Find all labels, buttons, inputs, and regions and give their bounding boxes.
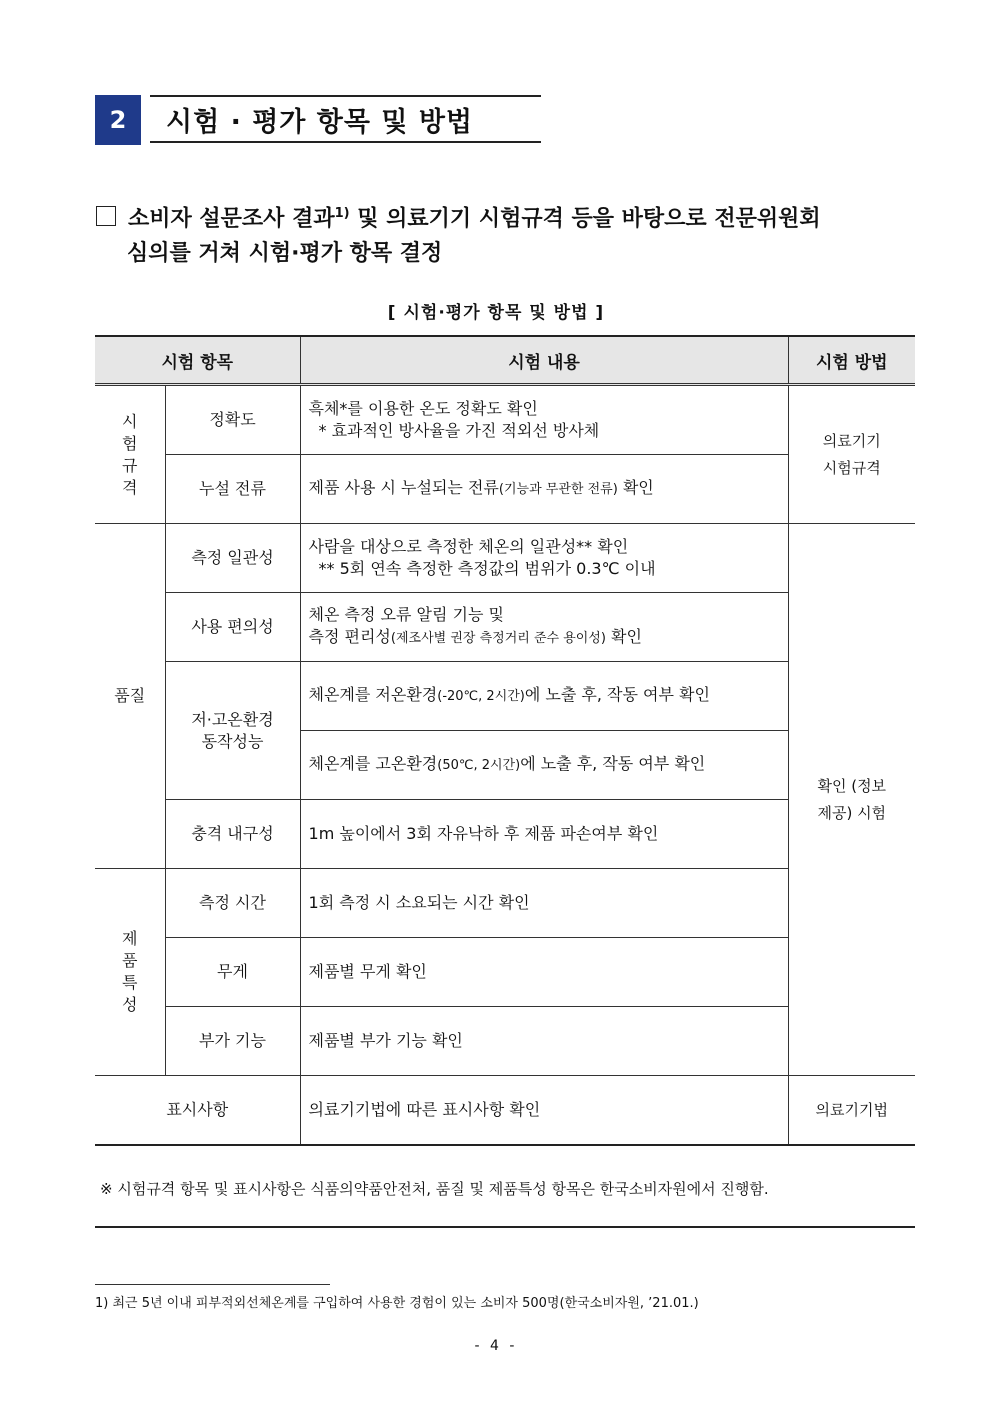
table-row [95,524,915,593]
table-row [95,385,915,455]
method-spec: 의료기기 시험규격 [788,385,915,524]
content-impact: 1m 높이에서 3회 자유낙하 후 제품 파손여부 확인 [300,800,788,869]
page-number: - 4 - [474,1338,518,1354]
content-env-low: 체온계를 저온환경(-20℃, 2시간)에 노출 후, 작동 여부 확인 [300,662,788,731]
table-note: ※ 시험규격 항목 및 표시사항은 식품의약품안전처, 품질 및 제품특성 항목은 한국소비자원에서 진행함. [100,1180,769,1198]
item-extra: 부가 기능 [165,1007,300,1076]
item-leakage: 누설 전류 [165,455,300,524]
method-labeling: 의료기기법 [788,1076,915,1146]
content-leakage: 제품 사용 시 누설되는 전류(기능과 무관한 전류) 확인 [300,455,788,524]
header-test-content: 시험 내용 [300,336,788,385]
content-extra: 제품별 부가 기능 확인 [300,1007,788,1076]
item-usability: 사용 편의성 [165,593,300,662]
content-time: 1회 측정 시 소요되는 시간 확인 [300,869,788,938]
group-quality: 품질 [95,524,165,869]
section-number: 2 [95,95,141,145]
item-weight: 무게 [165,938,300,1007]
group-spec: 시험 규격 [95,385,165,524]
content-weight: 제품별 무게 확인 [300,938,788,1007]
item-time: 측정 시간 [165,869,300,938]
test-items-table [95,335,915,1146]
content-labeling: 의료기기법에 따른 표시사항 확인 [300,1076,788,1146]
footnote: 1) 최근 5년 이내 피부적외선체온계를 구입하여 사용한 경험이 있는 소비자 500명(한국소비자원, ’21.01.) [95,1296,699,1311]
note-divider [95,1226,915,1228]
section-title: 시험 · 평가 항목 및 방법 [166,106,473,138]
content-consistency: 사람을 대상으로 측정한 체온의 일관성** 확인 ** 5회 연속 측정한 측정값의 범위가 0.3℃ 이내 [300,524,788,593]
footnote-mark: 1) [334,206,350,221]
checkbox-bullet-icon [96,206,116,226]
item-consistency: 측정 일관성 [165,524,300,593]
item-labeling: 표시사항 [95,1076,300,1146]
content-accuracy: 흑체*를 이용한 온도 정확도 확인 * 효과적인 방사율을 가진 적외선 방사체 [300,385,788,455]
content-usability: 체온 측정 오류 알림 기능 및 측정 편리성(제조사별 권장 측정거리 준수 용이성) 확인 [300,593,788,662]
item-impact: 충격 내구성 [165,800,300,869]
item-accuracy: 정확도 [165,385,300,455]
content-env-high: 체온계를 고온환경(50℃, 2시간)에 노출 후, 작동 여부 확인 [300,731,788,800]
table-row [95,1076,915,1146]
intro-line1-rest: 및 의료기기 시험규격 등을 바탕으로 전문위원회 [349,206,821,232]
intro-line2: 심의를 거쳐 시험·평가 항목 결정 [127,241,443,267]
method-check: 확인 (정보제공) 시험 [788,524,915,1076]
item-env: 저·고온환경 동작성능 [165,662,300,800]
header-test-method: 시험 방법 [788,336,915,385]
intro-paragraph [96,196,916,271]
table-caption: [ 시험·평가 항목 및 방법 ] [387,303,605,323]
group-product: 제품 특성 [95,869,165,1076]
table-header-row [95,336,915,385]
header-test-item: 시험 항목 [95,336,300,385]
footnote-divider [95,1284,330,1285]
section-title-box [150,95,541,143]
intro-line1: 소비자 설문조사 결과 [128,206,335,232]
